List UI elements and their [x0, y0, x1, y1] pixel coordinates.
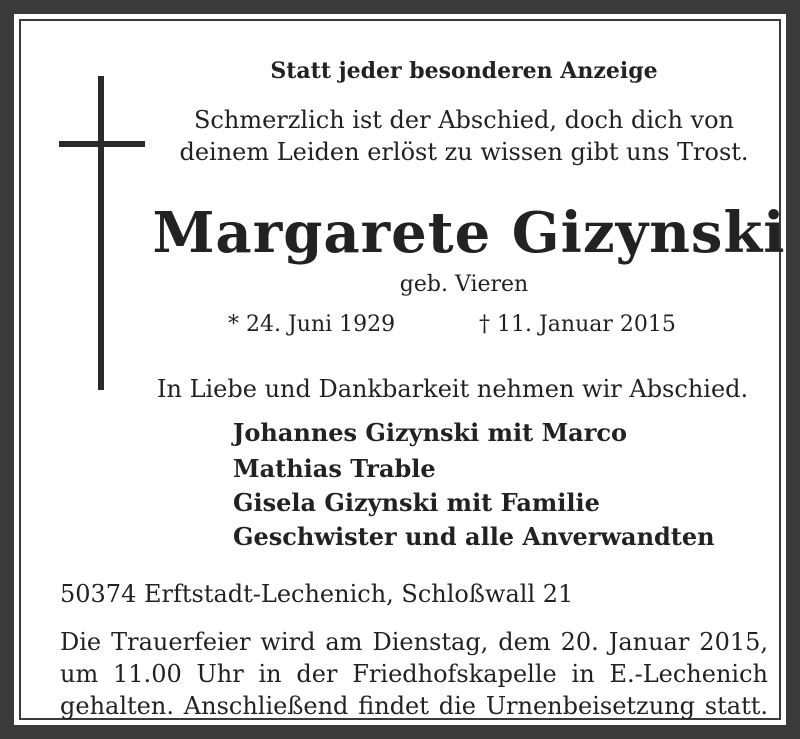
family-member-3: Gisela Gizynski mit Familie — [233, 488, 600, 517]
family-member-1: Johannes Gizynski mit Marco — [233, 418, 627, 447]
family-member-4: Geschwister und alle Anverwandten — [233, 522, 715, 551]
notice-heading: Statt jeder besonderen Anzeige — [270, 58, 658, 84]
family-member-2: Mathias Trable — [233, 454, 436, 483]
quote-line-2: deinem Leiden erlöst zu wissen gibt uns Trost. — [179, 138, 749, 166]
funeral-info-line-1: Die Trauerfeier wird am Dienstag, dem 20. Januar 2015, — [60, 628, 768, 656]
maiden-name: geb. Vieren — [399, 272, 529, 297]
funeral-info-line-3: gehalten. Anschließend findet die Urnenbeisetzung statt. — [60, 692, 768, 720]
farewell-text: In Liebe und Dankbarkeit nehmen wir Abschied. — [157, 375, 749, 403]
birth-date: * 24. Juni 1929 — [228, 312, 396, 337]
cross-icon-vertical — [98, 76, 104, 390]
address: 50374 Erftstadt-Lechenich, Schloßwall 21 — [60, 580, 574, 608]
deceased-name: Margarete Gizynski — [152, 200, 786, 266]
funeral-info-line-2: um 11.00 Uhr in der Friedhofskapelle in E.-Lechenich — [60, 660, 768, 688]
death-date: † 11. Januar 2015 — [479, 312, 676, 337]
cross-icon-horizontal — [59, 141, 145, 147]
quote-line-1: Schmerzlich ist der Abschied, doch dich von — [193, 106, 734, 134]
